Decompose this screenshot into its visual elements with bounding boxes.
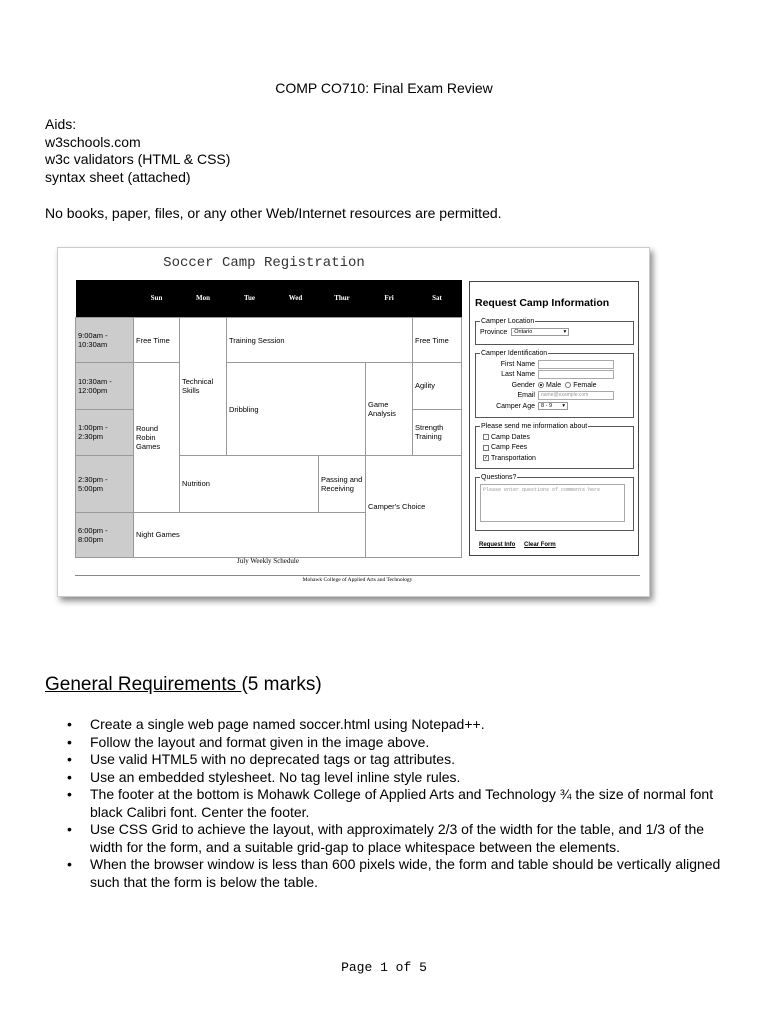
day-header: Mon — [180, 280, 227, 317]
checkbox-label: Camp Fees — [491, 444, 528, 452]
gender-male-radio[interactable] — [538, 382, 544, 388]
fieldset-legend: Camper Identification — [481, 350, 548, 357]
activity-cell: Nutrition — [180, 456, 319, 513]
requirements-marks: (5 marks) — [241, 674, 322, 695]
corner-header-cell — [76, 280, 134, 317]
clear-form-link[interactable]: Clear Form — [524, 542, 556, 548]
gender-female-label: Female — [573, 381, 597, 389]
aids-item: w3schools.com — [45, 133, 141, 150]
requirements-list — [90, 716, 730, 891]
activity-cell: Strength Training — [413, 409, 462, 455]
activity-cell: Night Games — [134, 512, 366, 557]
questions-textarea[interactable]: Please enter questions of comments here — [480, 484, 625, 522]
gender-male-label: Male — [546, 381, 562, 389]
questions-fieldset — [475, 474, 634, 531]
activity-cell: Training Session — [227, 317, 413, 362]
province-select[interactable] — [511, 328, 569, 336]
province-label: Province — [480, 328, 508, 336]
form-heading: Request Camp Information — [475, 297, 610, 309]
camper-location-fieldset — [475, 318, 634, 345]
requirements-heading — [45, 674, 322, 696]
activity-cell: Passing and Receiving — [319, 456, 366, 513]
request-info-link[interactable]: Request Info — [479, 542, 516, 548]
activity-cell: Camper's Choice — [366, 456, 462, 558]
footer-divider — [75, 575, 640, 576]
dropdown-arrow-icon: ▾ — [562, 403, 565, 410]
schedule-caption: July Weekly Schedule — [237, 557, 299, 565]
camp-fees-checkbox[interactable] — [483, 445, 489, 451]
activity-cell: Free Time — [413, 317, 462, 362]
day-header: Sat — [413, 280, 462, 317]
time-cell: 1:00pm - 2:30pm — [76, 409, 134, 455]
camper-age-label: Camper Age — [496, 402, 535, 410]
requirement-item: • Use an embedded stylesheet. No tag level inline style rules. — [90, 769, 730, 787]
day-header: Wed — [273, 280, 319, 317]
restriction-text: No books, paper, files, or any other Web/Internet resources are permitted. — [45, 205, 502, 221]
last-name-label: Last Name — [501, 371, 535, 379]
first-name-input[interactable] — [538, 360, 614, 369]
email-input[interactable]: name@example.com — [538, 391, 614, 400]
aids-item: w3c validators (HTML & CSS) — [45, 151, 231, 167]
camp-dates-checkbox[interactable] — [483, 434, 489, 440]
time-cell: 9:00am - 10:30am — [76, 317, 134, 362]
province-value: Ontario — [514, 329, 533, 336]
aids-item: syntax sheet (attached) — [45, 168, 191, 185]
day-header: Thur — [319, 280, 366, 317]
requirement-item: • When the browser window is less than 600 pixels wide, the form and table should be vertically aligned such that the form is below the table. — [90, 856, 730, 891]
activity-cell: Dribbling — [227, 363, 366, 456]
requirement-item: • Use valid HTML5 with no deprecated tags or tag attributes. — [90, 751, 730, 769]
time-cell: 2:30pm - 5:00pm — [76, 456, 134, 513]
last-name-input[interactable] — [538, 370, 614, 379]
day-header: Tue — [227, 280, 273, 317]
activity-cell: Round Robin Games — [134, 363, 180, 512]
form-links — [479, 542, 563, 548]
day-header: Fri — [366, 280, 413, 317]
screenshot-title: Soccer Camp Registration — [163, 255, 365, 271]
page-number: Page 1 of 5 — [341, 960, 427, 975]
email-label: Email — [517, 392, 535, 400]
fieldset-legend: Questions? — [481, 474, 517, 481]
activity-cell: Free Time — [134, 317, 180, 362]
camper-age-value: 8 - 9 — [541, 403, 553, 410]
checkbox-label: Transportation — [491, 454, 536, 462]
fieldset-legend: Please send me information about — [481, 423, 588, 430]
activity-cell: Agility — [413, 363, 462, 409]
activity-cell: Technical Skills — [180, 317, 227, 455]
camper-identification-fieldset — [475, 350, 634, 418]
transportation-checkbox[interactable]: ✓ — [484, 455, 489, 462]
requirement-item: • Use CSS Grid to achieve the layout, with approximately 2/3 of the width for the table, and 1/3 of the width for the form, and a suitable grid-gap to place whitespace between the elements. — [90, 821, 730, 856]
camper-age-select[interactable] — [538, 402, 568, 410]
checkbox-label: Camp Dates — [491, 433, 530, 441]
time-cell: 10:30am - 12:00pm — [76, 363, 134, 409]
information-request-fieldset — [475, 423, 634, 469]
fieldset-legend: Camper Location — [481, 318, 535, 325]
time-cell: 6:00pm - 8:00pm — [76, 512, 134, 557]
aids-section — [45, 116, 230, 186]
dropdown-arrow-icon: ▾ — [563, 329, 567, 336]
first-name-label: First Name — [500, 360, 535, 368]
aids-heading: Aids: — [45, 116, 77, 132]
activity-cell: Game Analysis — [366, 363, 413, 456]
requirements-heading-text: General Requirements — [45, 674, 242, 695]
soccer-page-screenshot — [57, 247, 650, 597]
requirement-item: • Create a single web page named soccer.html using Notepad++. — [90, 716, 730, 734]
gender-label: Gender — [511, 381, 535, 389]
schedule-table — [75, 280, 462, 558]
request-info-form — [469, 281, 639, 556]
requirement-item: • The footer at the bottom is Mohawk College of Applied Arts and Technology ¾ the size of normal font black Calibri font. Center the footer. — [90, 786, 730, 821]
requirement-item: • Follow the layout and format given in the image above. — [90, 734, 730, 752]
day-header: Sun — [134, 280, 180, 317]
document-title: COMP CO710: Final Exam Review — [275, 80, 493, 96]
screenshot-footer: Mohawk College of Applied Arts and Technology — [302, 577, 413, 583]
gender-female-radio[interactable] — [565, 382, 571, 388]
